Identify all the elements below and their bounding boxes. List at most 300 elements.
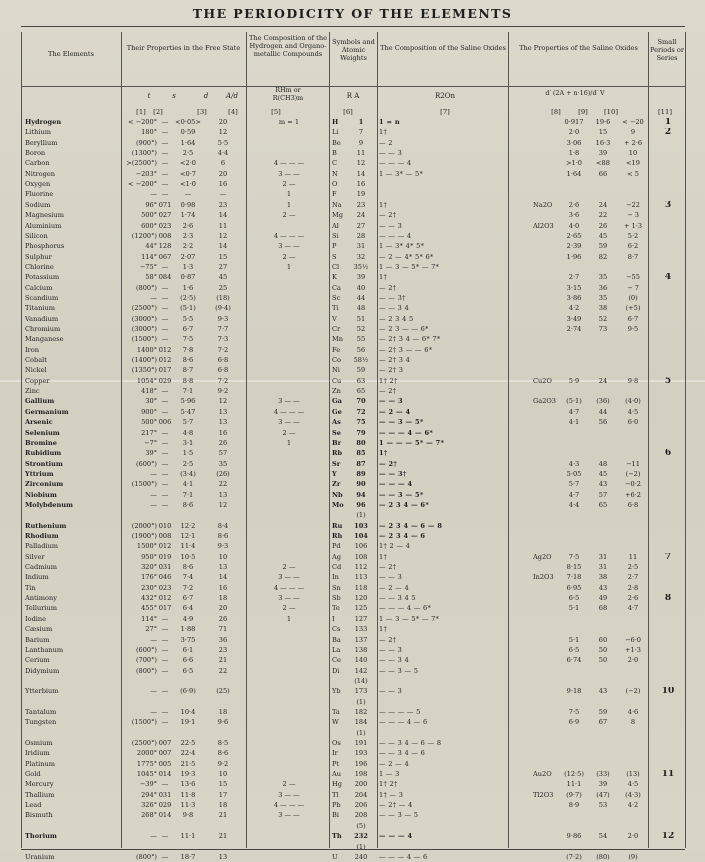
- cell-p2: 44: [598, 407, 608, 416]
- cell-t: −75°: [139, 262, 157, 271]
- ref-3: [3]: [197, 108, 207, 116]
- cell-A: 13: [218, 852, 228, 861]
- cell-A: 21: [218, 811, 228, 820]
- cell-t: (600°): [135, 459, 157, 468]
- cell-t: 294°: [141, 790, 157, 799]
- cell-name: Phosphorus: [25, 242, 65, 251]
- cell-A: 16: [218, 583, 228, 592]
- cell-t: (800°): [135, 852, 157, 861]
- cell-A: 15: [218, 252, 228, 261]
- cell-a: —: [161, 128, 169, 137]
- cell-wt: (1): [356, 842, 366, 851]
- ref-7: [7]: [440, 108, 450, 116]
- cell-t: (1500°): [131, 335, 157, 344]
- cell-t: 44°: [145, 242, 157, 251]
- cell-sym: Sr: [332, 459, 341, 468]
- cell-p2: (80): [596, 852, 610, 861]
- cell-d: 5·7: [182, 418, 194, 427]
- cell-sym: Zn: [332, 387, 341, 396]
- cell-p3: 4·5: [627, 780, 639, 789]
- cell-sym: N: [332, 169, 338, 178]
- cell-A: 6·8: [217, 356, 229, 365]
- cell-wt: 200: [354, 780, 368, 789]
- cell-p3: 6·2: [627, 242, 639, 251]
- cell-ox: 1 — 3 — 5* — 7*: [379, 614, 440, 623]
- cell-d: <0·7: [179, 169, 196, 178]
- cell-d: 22·5: [180, 739, 196, 747]
- cell-d: 7·8: [182, 345, 194, 354]
- table-row: [21, 273, 685, 282]
- cell-sym: Ta: [332, 707, 340, 716]
- cell-p2: 24: [598, 200, 608, 209]
- cell-ser: 4: [664, 273, 672, 283]
- cell-a: 029: [158, 801, 172, 810]
- cell-sym: Zr: [332, 480, 341, 489]
- cell-wt: (14): [354, 676, 368, 685]
- cell-a: —: [161, 335, 169, 344]
- cell-wt: 7: [358, 128, 364, 137]
- cell-name: Carbon: [25, 159, 50, 168]
- cell-p1: 6·95: [566, 583, 582, 592]
- cell-A: 36: [218, 635, 228, 644]
- cell-name: Germanium: [25, 407, 69, 416]
- cell-t: 114°: [141, 614, 157, 623]
- cell-name: Cobalt: [25, 356, 47, 365]
- cell-A: 35: [218, 459, 228, 468]
- table-row: [21, 542, 685, 551]
- cell-name: Nickel: [25, 366, 47, 375]
- cell-name: Barium: [25, 635, 50, 644]
- table-row: [21, 356, 685, 365]
- cell-p3: (9): [628, 852, 638, 861]
- cell-a: 008: [158, 231, 172, 240]
- cell-sym: I: [332, 614, 335, 623]
- cell-name: Lithium: [25, 128, 51, 137]
- cell-a: —: [161, 500, 169, 509]
- cell-t: 114°: [141, 252, 157, 261]
- cell-t: —: [150, 500, 157, 509]
- cell-p3: +1·3: [624, 645, 641, 654]
- cell-d: 2·5: [182, 149, 194, 158]
- cell-p2: 54: [598, 832, 608, 841]
- cell-p3: 2·6: [627, 594, 639, 603]
- cell-wt: 89: [356, 469, 366, 478]
- cell-name: Tellurium: [25, 604, 58, 613]
- cell-name: Thallium: [25, 790, 55, 799]
- cell-wt: 193: [354, 749, 368, 758]
- cell-a: —: [161, 397, 169, 406]
- cell-d: 2·6: [182, 221, 194, 230]
- cell-ox: — — 3 — 5*: [379, 490, 424, 499]
- table-row: [21, 687, 685, 696]
- cell-p1: 5·9: [568, 376, 580, 385]
- cell-a: —: [161, 718, 169, 727]
- cell-p1: 3·49: [566, 314, 582, 323]
- cell-wt: 182: [354, 707, 368, 716]
- cell-name: Chromium: [25, 325, 61, 333]
- cell-a: 012: [158, 345, 172, 354]
- cell-a: 014: [158, 770, 172, 779]
- cell-name: Mercury: [25, 780, 54, 789]
- cell-p2: (47): [596, 790, 610, 799]
- cell-d: 3·75: [180, 635, 196, 644]
- cell-p2: (33): [596, 770, 610, 779]
- cell-ox: 1 — 3 — 5* — 7*: [379, 262, 440, 271]
- table-row: [21, 335, 685, 344]
- cell-t: (1400°): [131, 356, 157, 365]
- table-row: [21, 180, 685, 189]
- cell-sym: S: [332, 252, 337, 261]
- cell-p3: −55: [626, 273, 640, 282]
- cell-ox: — 2†: [379, 211, 397, 220]
- cell-wt: 184: [354, 718, 368, 727]
- cell-p1: 4·7: [568, 490, 580, 499]
- cell-ox: — 2† 3: [379, 366, 404, 375]
- cell-name: Cadmium: [25, 563, 58, 572]
- cell-rh: 3 — —: [278, 418, 300, 427]
- cell-name: Iron: [25, 345, 39, 354]
- cell-sf: Ag2O: [533, 552, 552, 561]
- cell-d: 22·4: [180, 749, 196, 758]
- sub-r2on: R2On: [435, 92, 455, 100]
- cell-a: —: [161, 314, 169, 323]
- cell-a: 017: [158, 604, 172, 613]
- cell-sym: H: [332, 118, 339, 126]
- cell-p2: 22: [598, 211, 608, 220]
- cell-rh: 3 — —: [278, 397, 300, 406]
- cell-p2: 66: [598, 169, 608, 178]
- ref-9: [9]: [578, 108, 588, 116]
- cell-p3: 2·0: [627, 832, 639, 841]
- cell-d: 5·47: [180, 407, 196, 416]
- cell-t: —: [150, 687, 157, 696]
- cell-p1: 4·2: [568, 304, 580, 313]
- cell-A: 26: [218, 438, 228, 447]
- cell-wt: 52: [356, 325, 366, 333]
- ref-8: [8]: [551, 108, 561, 116]
- cell-ox: 1†: [379, 625, 388, 634]
- cell-t: (1350°): [131, 366, 157, 375]
- cell-p1: 5·1: [568, 604, 580, 613]
- cell-d: 8·6: [182, 500, 194, 509]
- cell-d: 21·5: [180, 759, 196, 768]
- cell-p2: <88: [596, 159, 610, 168]
- cell-name: Indium: [25, 573, 49, 582]
- cell-ox: 1 — 3* — 5*: [379, 169, 424, 178]
- cell-d: 2·2: [182, 242, 194, 251]
- cell-d: 1·6: [182, 283, 194, 292]
- cell-sym: Cr: [332, 325, 341, 333]
- cell-sym: Ce: [332, 656, 341, 665]
- cell-ox: — — — 4 — 6*: [379, 428, 434, 437]
- cell-d: 19·3: [180, 770, 196, 779]
- cell-sym: Ru: [332, 521, 343, 530]
- cell-p1: 2·0: [568, 128, 580, 137]
- cell-A: 12: [218, 500, 228, 509]
- table-row: [21, 822, 685, 831]
- cell-rh: 4 — — —: [273, 583, 305, 592]
- cell-wt: 59: [356, 366, 366, 375]
- ref-10: [10]: [604, 108, 618, 116]
- cell-wt: 204: [354, 790, 368, 799]
- cell-a: —: [161, 625, 169, 634]
- cell-p2: 24: [598, 376, 608, 385]
- cell-wt: 138: [354, 645, 368, 654]
- cell-t: 326°: [141, 801, 157, 810]
- cell-p3: 11: [628, 552, 638, 561]
- cell-rh: 1: [286, 190, 292, 199]
- cell-rh: 2 —: [282, 604, 296, 613]
- cell-p2: 59: [598, 707, 608, 716]
- cell-t: —: [150, 707, 157, 716]
- cell-p3: (13): [626, 770, 640, 779]
- cell-t: 1400°: [136, 345, 157, 354]
- cell-d: 4·9: [182, 614, 194, 623]
- cell-sym: Y: [332, 469, 337, 478]
- cell-sym: Cl: [332, 262, 340, 271]
- cell-a: —: [161, 438, 169, 447]
- cell-A: 22: [218, 666, 228, 675]
- cell-a: —: [161, 707, 169, 716]
- cell-sym: W: [332, 718, 339, 727]
- cell-name: Beryllium: [25, 138, 58, 147]
- cell-wt: 35½: [353, 262, 369, 271]
- cell-wt: 137: [354, 635, 368, 644]
- cell-d: 6·5: [182, 666, 194, 675]
- table-row: [21, 159, 685, 168]
- cell-A: 14: [218, 211, 228, 220]
- cell-p3: 9: [630, 128, 636, 137]
- table-row: [21, 646, 685, 655]
- cell-rh: 2 —: [282, 780, 296, 789]
- cell-a: —: [161, 407, 169, 416]
- cell-sym: Na: [332, 200, 342, 209]
- cell-ox: — — — 4: [379, 231, 412, 240]
- cell-ox: 1 — 3* 4* 5*: [379, 242, 425, 251]
- cell-d: (3·4): [180, 469, 196, 478]
- cell-t: 230°: [141, 583, 157, 592]
- cell-p1: 7·5: [568, 552, 580, 561]
- cell-d: 5·96: [180, 397, 196, 406]
- cell-t: —: [150, 490, 157, 499]
- cell-wt: 31: [356, 242, 366, 251]
- cell-p2: 31: [598, 563, 608, 572]
- cell-p2: 73: [598, 325, 608, 333]
- cell-a: —: [161, 645, 169, 654]
- cell-wt: 87: [356, 459, 366, 468]
- cell-wt: 90: [356, 480, 366, 489]
- cell-name: Zinc: [25, 387, 40, 396]
- cell-A: 12: [218, 128, 228, 137]
- cell-ser: 11: [661, 770, 675, 780]
- cell-p1: 0·917: [564, 118, 584, 126]
- cell-A: 15: [218, 780, 228, 789]
- cell-name: Manganese: [25, 335, 64, 344]
- cell-a: 019: [158, 552, 172, 561]
- cell-d: 1·64: [180, 138, 196, 147]
- cell-p1: 3·86: [566, 293, 582, 302]
- cell-t: (600°): [135, 645, 157, 654]
- cell-sym: O: [332, 180, 338, 189]
- table-row: [21, 553, 685, 562]
- cell-a: 023: [158, 221, 172, 230]
- cell-rh: 1: [286, 614, 292, 623]
- cell-p1: 5·1: [568, 635, 580, 644]
- cell-d: 19·1: [180, 718, 196, 727]
- cell-wt: 70: [356, 397, 366, 406]
- cell-t: 900°: [141, 407, 157, 416]
- cell-t: 500°: [141, 418, 157, 427]
- table-row: [21, 522, 685, 531]
- cell-a: 012: [158, 356, 172, 365]
- cell-rh: 1: [286, 438, 292, 447]
- cell-p1: 2·6: [568, 200, 580, 209]
- cell-wt: 240: [354, 852, 368, 861]
- cell-wt: (1): [356, 697, 366, 706]
- cell-name: Ytterbium: [25, 687, 59, 696]
- cell-p2: 39: [598, 780, 608, 789]
- cell-p3: < −20: [622, 118, 644, 126]
- cell-ox: — — 3: [379, 573, 403, 582]
- cell-name: Rubidium: [25, 449, 62, 458]
- cell-ox: — — 3 — 5*: [379, 418, 424, 427]
- cell-ox: — — 3: [379, 687, 403, 696]
- cell-sym: Pd: [332, 542, 341, 551]
- cell-rh: 3 — —: [278, 811, 300, 820]
- cell-sym: In: [332, 573, 339, 582]
- cell-A: 25: [218, 283, 228, 292]
- cell-p3: 4·6: [627, 707, 639, 716]
- cell-p2: 50: [598, 645, 608, 654]
- cell-A: 23: [218, 645, 228, 654]
- table-row: [21, 698, 685, 707]
- cell-t: 320°: [141, 563, 157, 572]
- cell-t: (1500°): [131, 718, 157, 727]
- table-row: [21, 201, 685, 210]
- cell-d: (6·9): [180, 687, 196, 696]
- table-row: [21, 387, 685, 396]
- cell-ox: 1† 2 — 4: [379, 542, 411, 551]
- cell-wt: 133: [354, 625, 368, 634]
- page-title: THE PERIODICITY OF THE ELEMENTS: [192, 6, 513, 21]
- cell-A: 9·6: [217, 718, 229, 727]
- cell-d: 13·6: [180, 780, 196, 789]
- cell-sym: Ti: [332, 304, 339, 313]
- cell-A: 13: [218, 418, 228, 427]
- cell-name: Lead: [25, 801, 42, 810]
- cell-p1: 1·64: [566, 169, 582, 178]
- table-row: [21, 625, 685, 634]
- cell-t: —: [150, 293, 157, 302]
- cell-A: 26: [218, 614, 228, 623]
- cell-sym: Ge: [332, 407, 342, 416]
- cell-p3: 4·5: [627, 407, 639, 416]
- ref-11: [11]: [658, 108, 672, 116]
- cell-sym: P: [332, 242, 337, 251]
- cell-wt: 120: [354, 594, 368, 603]
- cell-A: 8·5: [217, 739, 229, 747]
- cell-p1: 5·05: [566, 469, 582, 478]
- cell-sym: Se: [332, 428, 341, 437]
- cell-t: (1500°): [131, 480, 157, 489]
- cell-wt: 104: [354, 532, 368, 540]
- cell-p2: 82: [598, 252, 608, 261]
- cell-t: 1500°: [136, 542, 157, 551]
- table-row: [21, 263, 685, 272]
- cell-sym: C: [332, 159, 338, 168]
- cell-t: —: [150, 832, 157, 841]
- cell-a: 031: [158, 563, 172, 572]
- sub-r-a: R A: [346, 92, 360, 100]
- cell-a: 012: [158, 542, 172, 551]
- table-row: [21, 656, 685, 665]
- cell-sym: Th: [332, 832, 342, 841]
- cell-d: 1·88: [180, 625, 196, 634]
- cell-wt: 44: [356, 293, 366, 302]
- cell-sym: Ni: [332, 366, 340, 375]
- cell-sf: Na2O: [533, 200, 553, 209]
- cell-p2: 43: [598, 687, 608, 696]
- cell-rh: 2 —: [282, 428, 296, 437]
- table-row: [21, 594, 685, 603]
- cell-name: Lanthanum: [25, 645, 64, 654]
- cell-wt: 32: [356, 252, 366, 261]
- table-row: [21, 449, 685, 458]
- cell-A: 13: [218, 563, 228, 572]
- table-row: [21, 718, 685, 727]
- cell-wt: 19: [356, 190, 366, 199]
- cell-p3: 6·7: [627, 314, 639, 323]
- cell-sf: Tl2O3: [533, 790, 554, 799]
- cell-wt: 103: [354, 521, 368, 530]
- cell-name: Sulphur: [25, 252, 52, 261]
- cell-wt: 173: [354, 687, 368, 696]
- cell-p2: 45: [598, 469, 608, 478]
- cell-d: 3·1: [182, 438, 194, 447]
- cell-ox: — 2 3 4 — 6*: [379, 500, 430, 509]
- cell-wt: 40: [356, 283, 366, 292]
- ref-5: [5]: [271, 108, 281, 116]
- cell-t: —: [150, 190, 157, 199]
- cell-t: −39°: [139, 780, 157, 789]
- cell-A: 12: [218, 231, 228, 240]
- cell-A: 7·3: [217, 335, 229, 344]
- cell-ox: — 2† — 4: [379, 801, 413, 810]
- header-elements: The Elements: [48, 50, 94, 58]
- cell-wt: 196: [354, 759, 368, 768]
- cell-name: Antimony: [25, 594, 57, 603]
- cell-name: Hydrogen: [25, 118, 62, 126]
- cell-A: 9·2: [217, 387, 229, 396]
- cell-wt: 16: [356, 180, 366, 189]
- table-row: [21, 739, 685, 748]
- cell-a: —: [161, 149, 169, 158]
- cell-a: —: [161, 428, 169, 437]
- cell-name: Oxygen: [25, 180, 51, 189]
- cell-ox: — — 3: [379, 397, 403, 406]
- cell-name: Osmium: [25, 739, 53, 747]
- table-row: [21, 480, 685, 489]
- cell-ox: — 2†: [379, 459, 398, 468]
- cell-wt: 65: [356, 387, 366, 396]
- cell-t: 2000°: [136, 749, 157, 758]
- table-row: [21, 501, 685, 510]
- cell-name: Magnesium: [25, 211, 65, 220]
- cell-a: —: [161, 325, 169, 333]
- cell-p2: 15: [598, 128, 608, 137]
- cell-sym: Di: [332, 666, 340, 675]
- cell-name: Potassium: [25, 273, 60, 282]
